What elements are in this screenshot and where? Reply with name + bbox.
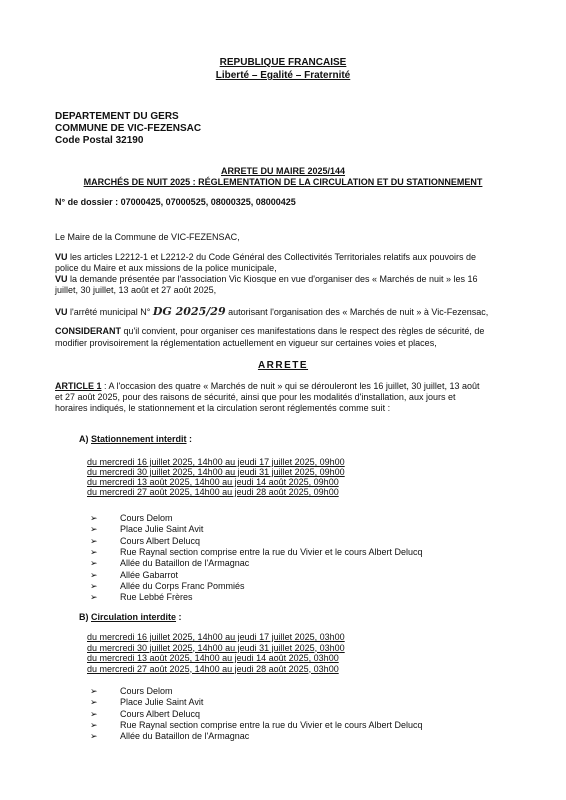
arrow-bullet-icon: ➢ xyxy=(90,569,98,580)
arrow-bullet-icon: ➢ xyxy=(90,546,98,557)
section-b-street-5 xyxy=(90,731,249,742)
handwritten-decree-number: DG 2025/29 xyxy=(152,305,226,318)
section-b-date-3: du mercredi 13 août 2025, 14h00 au jeudi 14 août 2025, 03h00 xyxy=(87,653,339,663)
vu2-line2: juillet, 30 juillet, 13 août et 27 août 2025, xyxy=(55,285,217,295)
arrow-bullet-icon: ➢ xyxy=(90,719,98,730)
vu1-line1: VU les articles L2212-1 et L2212-2 du Code Général des Collectivités Territoriales relatifs aux pouvoirs de xyxy=(55,252,477,262)
arrow-bullet-icon: ➢ xyxy=(90,513,98,523)
street-name: Rue Raynal section comprise entre la rue du Vivier et le cours Albert Delucq xyxy=(120,719,423,730)
postal-code: Code Postal 32190 xyxy=(55,135,144,146)
intro-text: Le Maire de la Commune de VIC-FEZENSAC, xyxy=(55,232,240,242)
section-b-date-2: du mercredi 30 juillet 2025, 14h00 au jeudi 31 juillet 2025, 03h00 xyxy=(87,642,345,653)
dossier-number: N° de dossier : 07000425, 07000525, 08000325, 08000425 xyxy=(55,197,296,207)
section-a-title: Stationnement interdit xyxy=(91,434,187,444)
considerant-line2: modifier provisoirement la réglementation actuellement en vigueur sur certaines voies et places, xyxy=(55,338,437,348)
section-b-heading: B) Circulation interdite : xyxy=(79,612,182,622)
street-name: Place Julie Saint Avit xyxy=(120,524,204,535)
section-a-date-1: du mercredi 16 juillet 2025, 14h00 au jeudi 17 juillet 2025, 09h00 xyxy=(87,457,345,467)
street-name: Allée Gabarrot xyxy=(120,569,179,580)
vu3-label: VU xyxy=(55,307,68,317)
arrete-heading: ARRETE xyxy=(257,360,309,371)
considerant-line1: CONSIDERANT qu'il convient, pour organiser ces manifestations dans le respect des règles de sécurité, de xyxy=(55,326,485,336)
section-a-heading: A) Stationnement interdit : xyxy=(79,434,193,444)
street-name: Allée du Bataillon de l'Armagnac xyxy=(120,558,250,569)
arrow-bullet-icon: ➢ xyxy=(90,708,98,719)
decree-number: ARRETE DU MAIRE 2025/144 xyxy=(220,166,346,176)
section-a-street-5 xyxy=(90,558,249,569)
street-name: Cours Delom xyxy=(120,513,173,523)
article1-label: ARTICLE 1 xyxy=(55,381,102,391)
motto: Liberté – Egalité – Fraternité xyxy=(215,70,351,81)
department: DEPARTEMENT DU GERS xyxy=(55,111,179,122)
vu1-label: VU xyxy=(55,252,68,262)
article1-line3: horaires indiqués, le stationnement et la circulation seront réglementés comme suit : xyxy=(55,403,391,413)
section-b-title: Circulation interdite xyxy=(91,612,177,622)
section-a-street-2 xyxy=(90,524,203,535)
arrow-bullet-icon: ➢ xyxy=(90,558,98,569)
section-a-street-6 xyxy=(90,570,178,581)
section-a-street-8 xyxy=(90,592,193,603)
street-name: Cours Albert Delucq xyxy=(120,708,201,719)
republic-heading: REPUBLIQUE FRANCAISE xyxy=(219,57,347,68)
street-name: Rue Lebbé Frères xyxy=(120,592,193,603)
arrow-bullet-icon: ➢ xyxy=(90,592,98,603)
section-b-street-2 xyxy=(90,697,203,708)
arrow-bullet-icon: ➢ xyxy=(90,580,98,591)
street-name: Cours Delom xyxy=(120,686,173,696)
vu2-line1: VU la demande présentée par l'association Vic Kiosque en vue d'organiser des « Marchés de nuit » les 16 xyxy=(55,274,478,284)
section-a-street-4 xyxy=(90,547,422,558)
section-b-street-1 xyxy=(90,686,173,697)
section-a-date-4: du mercredi 27 août 2025, 14h00 au jeudi 28 août 2025, 09h00 xyxy=(87,487,339,497)
street-name: Rue Raynal section comprise entre la rue du Vivier et le cours Albert Delucq xyxy=(120,546,423,557)
street-name: Place Julie Saint Avit xyxy=(120,697,204,708)
section-b-street-3 xyxy=(90,709,200,720)
arrow-bullet-icon: ➢ xyxy=(90,697,98,708)
street-name: Allée du Bataillon de l'Armagnac xyxy=(120,731,250,742)
arrow-bullet-icon: ➢ xyxy=(90,686,98,696)
article1-line1: ARTICLE 1 : A l'occasion des quatre « Marchés de nuit » qui se dérouleront les 16 juillet, 30 juillet, 13 août xyxy=(55,381,480,391)
section-a-date-2: du mercredi 30 juillet 2025, 14h00 au jeudi 31 juillet 2025, 09h00 xyxy=(87,467,345,477)
section-b-street-4 xyxy=(90,720,422,731)
street-name: Cours Albert Delucq xyxy=(120,535,201,546)
arrow-bullet-icon: ➢ xyxy=(90,535,98,546)
section-b-date-4: du mercredi 27 août 2025, 14h00 au jeudi 28 août 2025, 03h00 xyxy=(87,663,339,674)
commune: COMMUNE DE VIC-FEZENSAC xyxy=(55,123,202,134)
arrow-bullet-icon: ➢ xyxy=(90,524,98,535)
section-a-street-3 xyxy=(90,536,200,547)
article1-line2: et 27 août 2025, pour des raisons de sécurité, ainsi que pour les modalités d'installation, aux jours et xyxy=(55,392,456,402)
vu2-label: VU xyxy=(55,274,68,284)
vu3-line: VU l'arrêté municipal N° DG 2025/29 autorisant l'organisation des « Marchés de nuit » à Vic-Fezensac, xyxy=(55,305,489,318)
vu1-line2: police du Maire et aux missions de la police municipale, xyxy=(55,263,277,273)
section-a-date-3: du mercredi 13 août 2025, 14h00 au jeudi 14 août 2025, 09h00 xyxy=(87,477,339,487)
street-name: Allée du Corps Franc Pommiés xyxy=(120,580,245,591)
arrow-bullet-icon: ➢ xyxy=(90,731,98,742)
section-a-street-7 xyxy=(90,581,245,592)
section-a-street-1 xyxy=(90,513,173,524)
decree-subject: MARCHÉS DE NUIT 2025 : RÉGLEMENTATION DE LA CIRCULATION ET DU STATIONNEMENT xyxy=(83,177,483,187)
section-b-date-1: du mercredi 16 juillet 2025, 14h00 au jeudi 17 juillet 2025, 03h00 xyxy=(87,632,345,642)
considerant-label: CONSIDERANT xyxy=(55,326,122,336)
